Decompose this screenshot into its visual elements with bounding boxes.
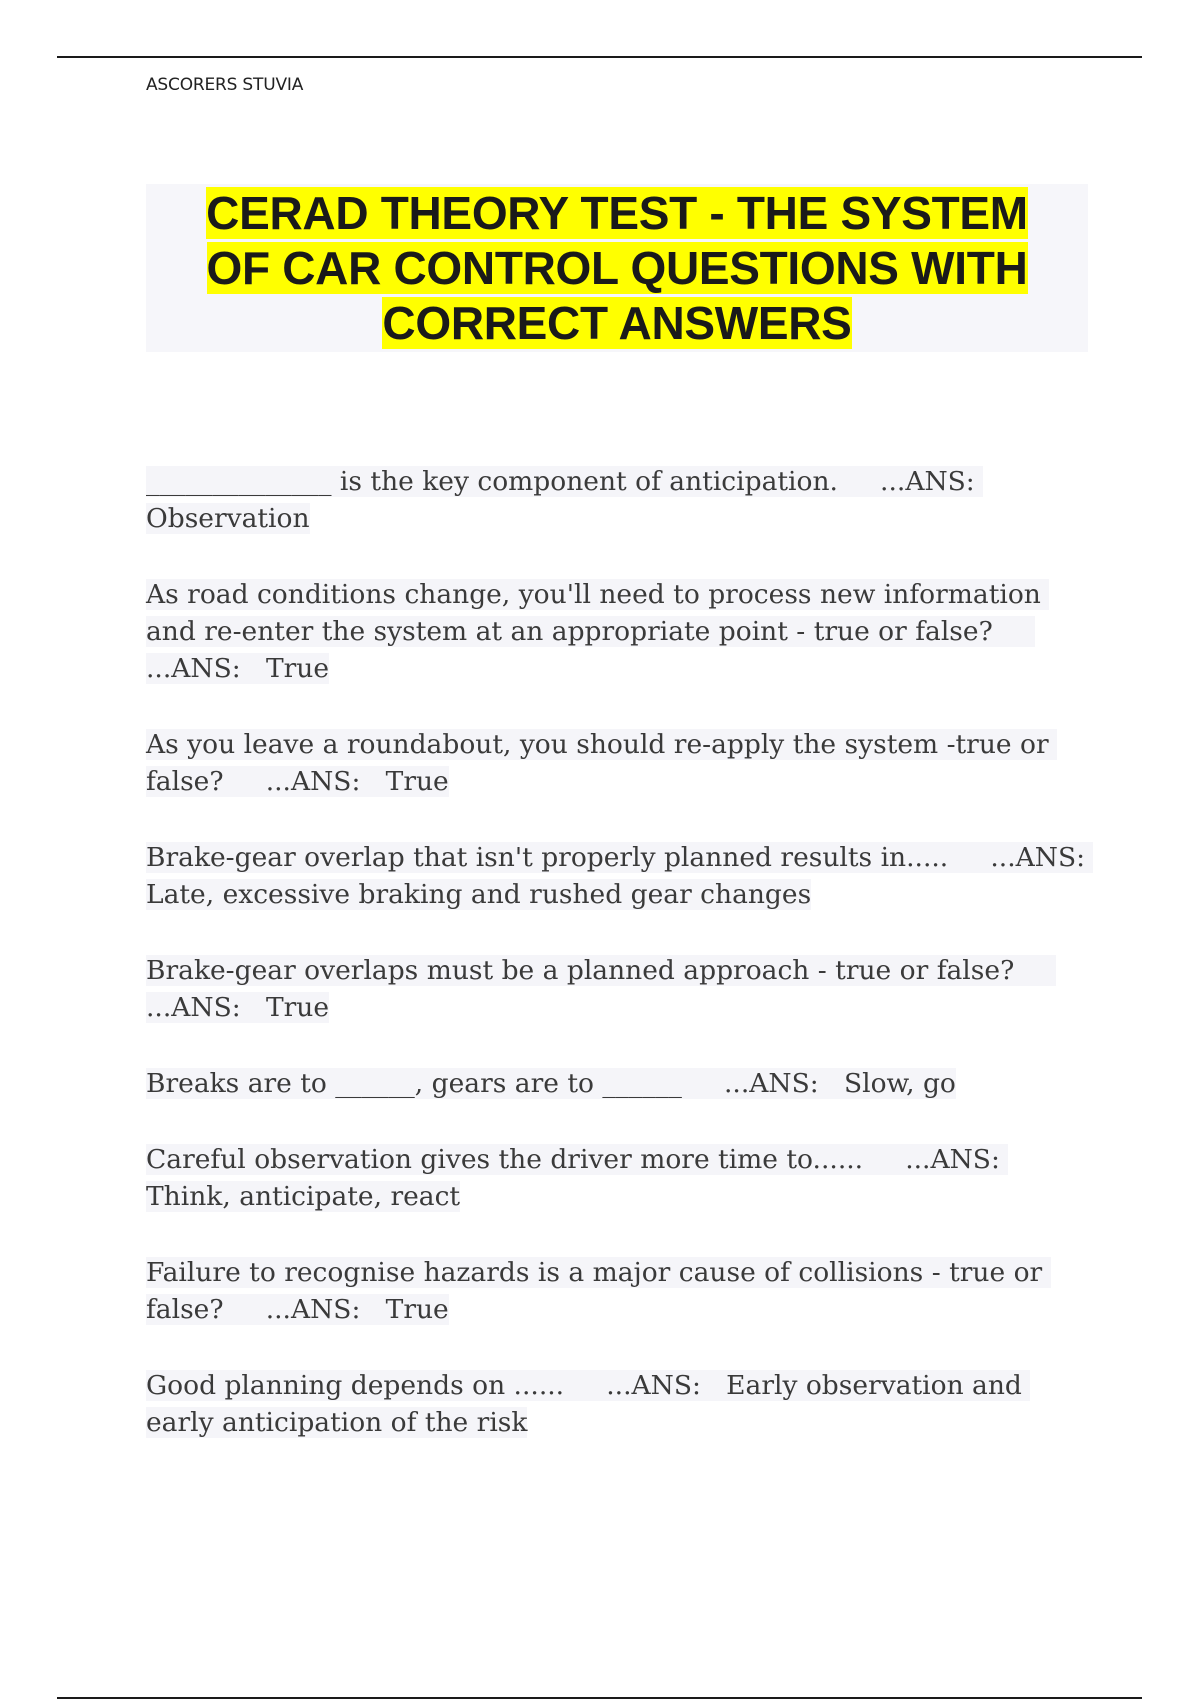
question-text: ______________ is the key component of anticipation. ...ANS:	[146, 466, 984, 497]
question-text: As road conditions change, you'll need to process new information and re-enter the system at an appropriate point - true or false? ...ANS:	[146, 579, 1050, 684]
answer-text: Early observation and early anticipation of the risk	[146, 1370, 1031, 1438]
answer-text: Think, anticipate, react	[146, 1181, 461, 1212]
qa-item	[146, 1254, 1091, 1328]
answer-text: True	[265, 653, 330, 684]
question-text: Failure to recognise hazards is a major cause of collisions - true or false? ...ANS:	[146, 1257, 1051, 1325]
top-rule	[57, 56, 1142, 58]
answer-text: True	[385, 1294, 449, 1325]
question-text: As you leave a roundabout, you should re-apply the system -true or false? ...ANS:	[146, 729, 1058, 797]
qa-item	[146, 839, 1094, 913]
document-title	[177, 186, 1057, 351]
qa-list	[146, 463, 1094, 1480]
question-text: Careful observation gives the driver more time to...... ...ANS:	[146, 1144, 1009, 1175]
qa-item	[146, 1141, 1091, 1215]
answer-text: Slow, go	[843, 1068, 956, 1099]
bottom-rule	[57, 1697, 1142, 1699]
answer-text: Late, excessive braking and rushed gear changes	[146, 879, 812, 910]
answer-text: True	[265, 992, 330, 1023]
answer-text: Observation	[146, 503, 310, 534]
answer-text: True	[385, 766, 449, 797]
qa-item	[146, 726, 1091, 800]
question-text: Brake-gear overlaps must be a planned approach - true or false? ...ANS:	[146, 955, 1057, 1023]
title-block	[146, 184, 1088, 352]
qa-item	[146, 952, 1091, 1026]
question-text: Brake-gear overlap that isn't properly planned results in..... ...ANS:	[146, 842, 1094, 873]
header-label: ASCORERS STUVIA	[146, 75, 304, 95]
question-text: Good planning depends on ...... ...ANS:	[146, 1370, 727, 1401]
title-highlight: CERAD THEORY TEST - THE SYSTEM OF CAR CONTROL QUESTIONS WITH CORRECT ANSWERS	[206, 186, 1028, 349]
qa-item	[146, 1065, 1091, 1102]
qa-item	[146, 1367, 1091, 1441]
qa-item	[146, 576, 1091, 687]
qa-item	[146, 463, 1091, 537]
question-text: Breaks are to ______, gears are to ______ ...ANS:	[146, 1068, 844, 1099]
